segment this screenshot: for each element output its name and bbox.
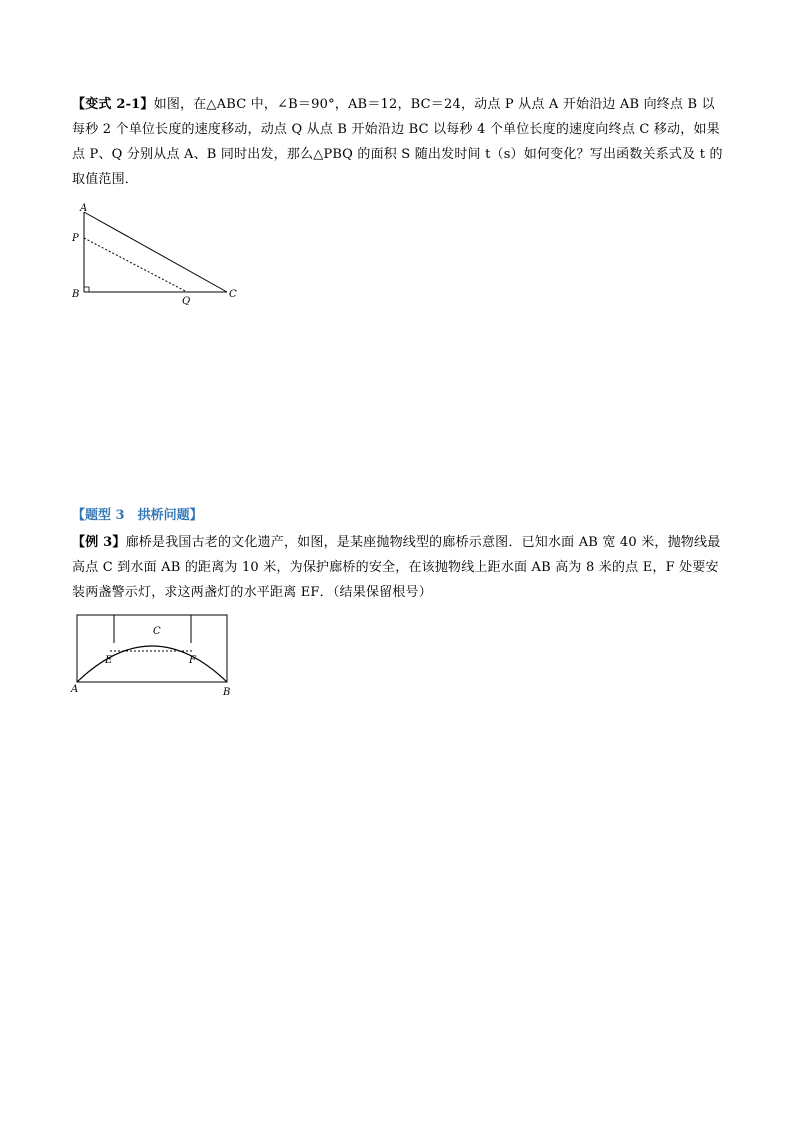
label-a: A — [80, 203, 88, 214]
label-a: A — [71, 684, 79, 695]
right-angle-mark — [84, 287, 89, 292]
variant-problem — [72, 92, 728, 192]
example-problem — [72, 530, 728, 605]
label-b: B — [223, 687, 231, 698]
segment-pq — [84, 238, 187, 292]
label-e: E — [105, 655, 113, 666]
variant-tag: 【变式 2-1】 — [72, 97, 154, 112]
label-b: B — [72, 289, 80, 300]
label-q: Q — [182, 296, 191, 305]
section-title: 【题型 3 拱桥问题】 — [72, 508, 203, 523]
bridge-figure — [68, 612, 238, 700]
label-c: C — [153, 626, 161, 637]
side-ac — [84, 212, 227, 292]
bridge-frame — [77, 615, 227, 682]
variant-text: 如图，在△ABC 中，∠B＝90°，AB＝12，BC＝24，动点 P 从点 A 开始沿边 AB 向终点 B 以每秒 2 个单位长度的速度移动，动点 Q 从点 B 开始沿边 BC 以每秒 4 个单位长度的速度向终点 C 移动，如果点 P、Q 分别从点 A、B 同时出发，那么△PBQ 的面积 S 随出发时间 t（s）如何变化？写出函数关系式及 t 的取值范围． — [72, 97, 723, 187]
example-text: 廊桥是我国古老的文化遗产，如图，是某座抛物线型的廊桥示意图．已知水面 AB 宽 40 米，抛物线最高点 C 到水面 AB 的距离为 10 米，为保护廊桥的安全，在该抛物线上距水面 AB 高为 8 米的点 E，F 处要安装两盏警示灯，求这两盏灯的水平距离 EF．（结果保留根号） — [72, 535, 721, 600]
label-f: F — [189, 655, 196, 666]
label-c: C — [229, 289, 237, 300]
example-tag: 【例 3】 — [72, 535, 126, 550]
triangle-figure — [64, 200, 244, 305]
label-p: P — [72, 233, 79, 244]
